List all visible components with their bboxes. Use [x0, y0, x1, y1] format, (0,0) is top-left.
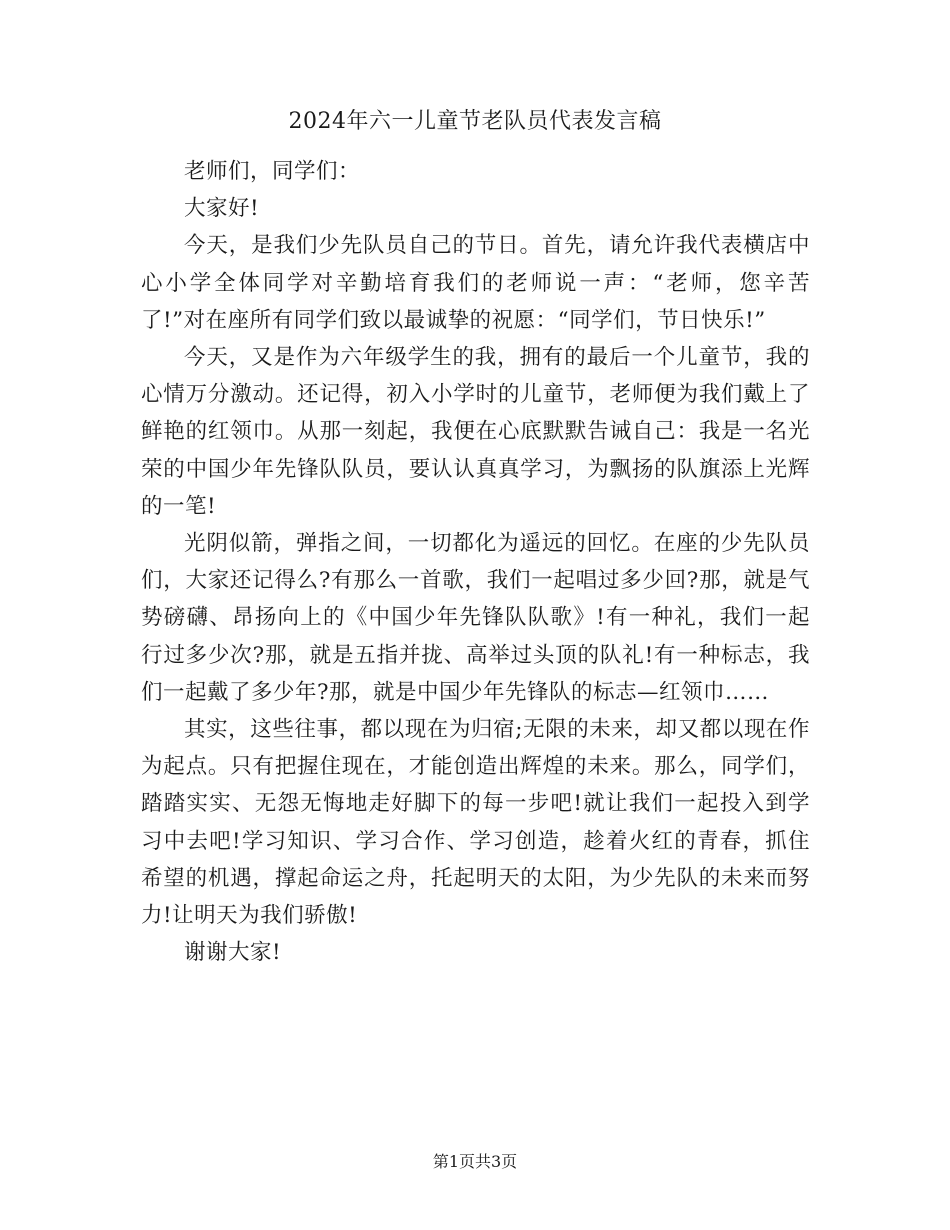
body-paragraph: 光阴似箭，弹指之间，一切都化为遥远的回忆。在座的少先队员们，大家还记得么?有那么一首歌，我们一起唱过多少回?那，就是气势磅礴、昂扬向上的《中国少年先锋队队歌》!有一种礼，我们一起行过多少次?那，就是五指并拢、高举过头顶的队礼!有一种标志，我们一起戴了多少年?那，就是中国少年先锋队的标志—红领巾…… — [141, 531, 810, 705]
greeting-paragraph: 老师们，同学们： — [184, 159, 361, 184]
document-body — [141, 153, 810, 971]
document-title: 2024年六一儿童节老队员代表发言稿 — [288, 109, 662, 134]
hello-paragraph: 大家好! — [184, 196, 260, 222]
body-paragraph: 其实，这些往事，都以现在为归宿;无限的未来，却又都以现在作为起点。只有把握住现在，才能创造出辉煌的未来。那么，同学们，踏踏实实、无怨无悔地走好脚下的每一步吧!就让我们一起投入到学习中去吧!学习知识、学习合作、学习创造，趁着火红的青春，抓住希望的机遇，撑起命运之舟，托起明天的太阳，为少先队的未来而努力!让明天为我们骄傲! — [141, 717, 810, 929]
body-paragraph: 今天，是我们少先队员自己的节日。首先，请允许我代表横店中心小学全体同学对辛勤培育我们的老师说一声：“老师，您辛苦了!”对在座所有同学们致以最诚挚的祝愿：“同学们，节日快乐!” — [141, 233, 810, 333]
page-number-footer: 第1页共3页 — [432, 1152, 518, 1171]
closing-paragraph: 谢谢大家! — [184, 940, 282, 966]
body-paragraph: 今天，又是作为六年级学生的我，拥有的最后一个儿童节，我的心情万分激动。还记得，初入小学时的儿童节，老师便为我们戴上了鲜艳的红领巾。从那一刻起，我便在心底默默告诫自己：我是一名光荣的中国少年先锋队队员，要认认真真学习，为飘扬的队旗添上光辉的一笔! — [141, 345, 810, 519]
